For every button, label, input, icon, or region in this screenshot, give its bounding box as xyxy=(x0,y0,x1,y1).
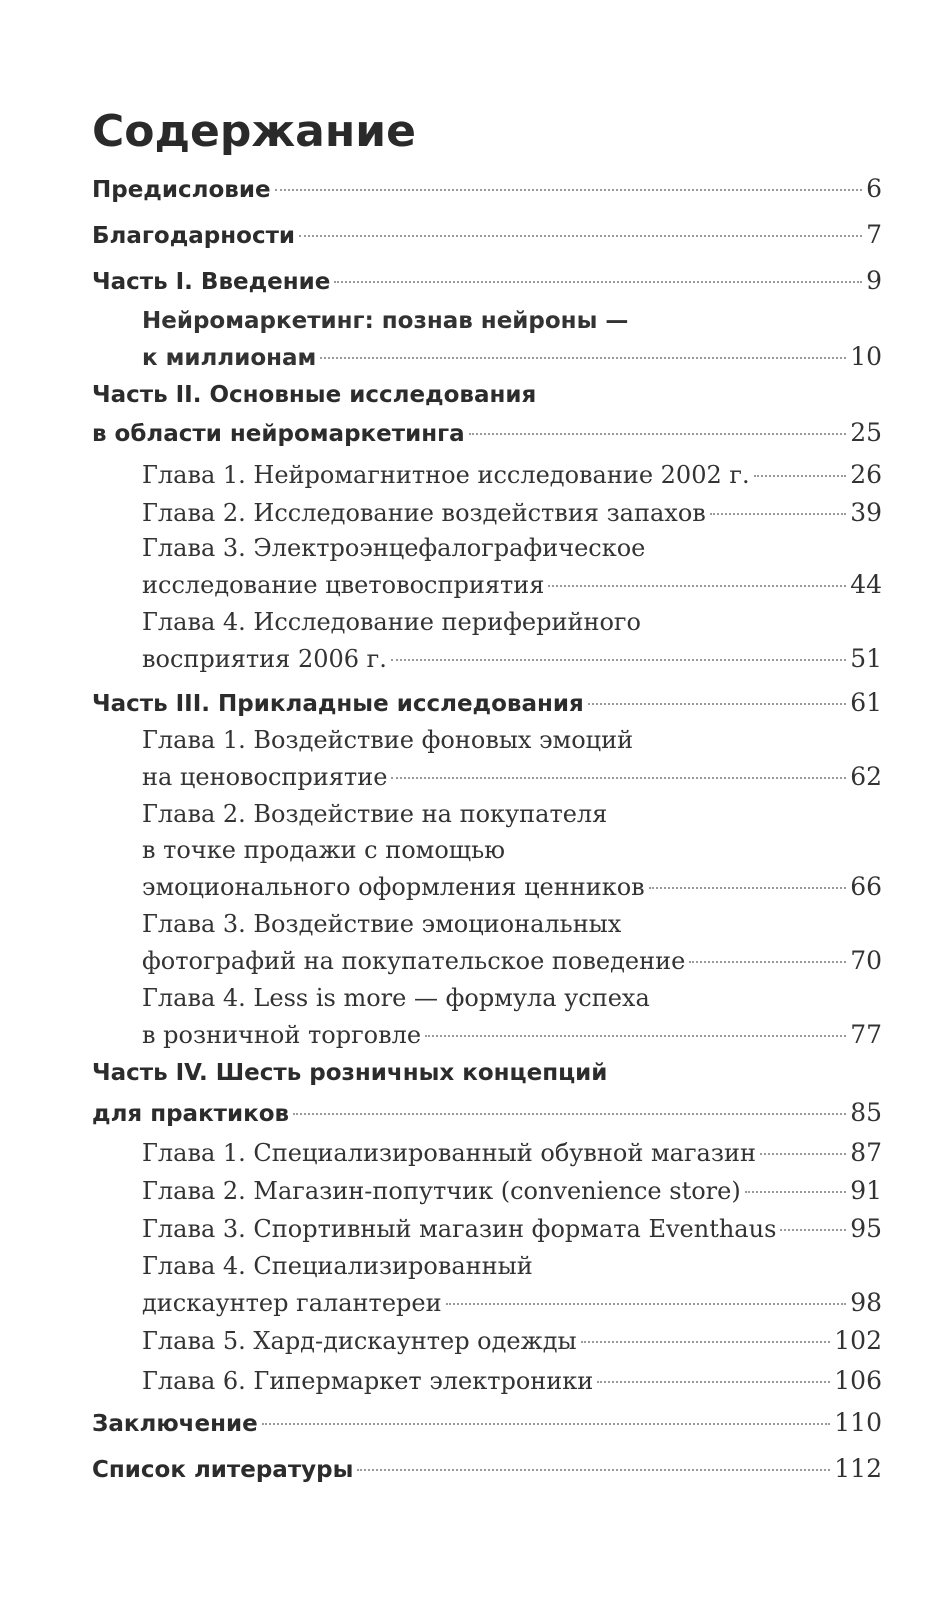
toc-entry-title: Часть III. Прикладные исследования xyxy=(92,691,584,717)
toc-entry-line xyxy=(142,644,882,680)
toc-entry-title: эмоционального оформления ценников xyxy=(142,873,645,901)
dot-leader xyxy=(581,1340,831,1343)
toc-page-number: 70 xyxy=(850,946,882,975)
toc-page-number: 102 xyxy=(834,1326,882,1355)
toc-entry-title: в розничной торговле xyxy=(142,1021,422,1049)
dot-leader xyxy=(262,1422,831,1425)
toc-entry-title: Заключение xyxy=(92,1411,258,1437)
toc-entry-title: в точке продажи с помощью xyxy=(142,836,506,864)
toc-entry-line xyxy=(142,1214,882,1250)
toc-entry-title: Глава 1. Нейромагнитное исследование 2002 г. xyxy=(142,461,750,489)
toc-entry-title: в области нейромаркетинга xyxy=(92,421,465,447)
dot-leader xyxy=(391,658,846,661)
dot-leader xyxy=(780,1228,846,1231)
dot-leader xyxy=(293,1112,846,1115)
toc-entry-title: Глава 5. Хард-дискаунтер одежды xyxy=(142,1327,577,1355)
toc-entry-line xyxy=(92,1060,882,1096)
toc-entry-title: Глава 3. Воздействие эмоциональных xyxy=(142,910,622,938)
toc-page-number: 85 xyxy=(850,1098,882,1127)
toc-entry-line xyxy=(142,762,882,798)
toc-entry-line xyxy=(142,872,882,908)
toc-entry-line xyxy=(142,1176,882,1212)
toc-entry-title: Глава 4. Less is more — формула успеха xyxy=(142,984,650,1012)
toc-page-number: 39 xyxy=(850,498,882,527)
toc-entry-title: Глава 3. Спортивный магазин формата Eventhaus xyxy=(142,1215,777,1243)
toc-page-number: 10 xyxy=(850,342,882,371)
toc-entry-title: Глава 4. Исследование периферийного xyxy=(142,608,641,636)
toc-entry-title: Благодарности xyxy=(92,223,296,249)
toc-entry-line xyxy=(92,382,882,418)
toc-entry-title: Глава 2. Магазин-попутчик (convenience store) xyxy=(142,1177,741,1205)
toc-entry-title: исследование цветовосприятия xyxy=(142,571,545,599)
toc-entry-line xyxy=(92,266,882,302)
toc-entry-title: Часть I. Введение xyxy=(92,269,331,295)
dot-leader xyxy=(745,1190,846,1193)
toc-page-number: 91 xyxy=(850,1176,882,1205)
toc-entry-line xyxy=(142,1326,882,1362)
toc-entry-line xyxy=(92,174,882,210)
toc-page-number: 61 xyxy=(850,688,882,717)
toc-entry-line xyxy=(92,1408,882,1444)
toc-entry-title: восприятия 2006 г. xyxy=(142,645,387,673)
toc-entry-title: Глава 4. Специализированный xyxy=(142,1252,533,1280)
dot-leader xyxy=(275,188,863,191)
dot-leader xyxy=(469,432,847,435)
toc-entry-title: для практиков xyxy=(92,1101,290,1127)
toc-entry-title: Предисловие xyxy=(92,177,271,203)
toc-page-number: 26 xyxy=(850,460,882,489)
toc-page-number: 112 xyxy=(834,1454,882,1483)
dot-leader xyxy=(334,280,862,283)
toc-entry-title: Нейромаркетинг: познав нейроны — xyxy=(142,308,629,334)
toc-entry-title: Глава 2. Исследование воздействия запахов xyxy=(142,499,706,527)
toc-page-number: 110 xyxy=(834,1408,882,1437)
dot-leader xyxy=(754,474,847,477)
toc-entry-line xyxy=(142,726,882,762)
toc-page-number: 106 xyxy=(834,1366,882,1395)
toc-entry-title: Глава 1. Специализированный обувной магазин xyxy=(142,1139,756,1167)
toc-entry-line xyxy=(142,1252,882,1288)
toc-entry-title: дискаунтер галантереи xyxy=(142,1289,442,1317)
dot-leader xyxy=(446,1302,847,1305)
toc-entry-line xyxy=(142,308,882,344)
toc-entry-title: Глава 2. Воздействие на покупателя xyxy=(142,800,608,828)
toc-page-number: 9 xyxy=(866,266,882,295)
toc-entry-line xyxy=(142,570,882,606)
toc-entry-line xyxy=(142,910,882,946)
dot-leader xyxy=(588,702,846,705)
toc-page-number: 6 xyxy=(866,174,882,203)
toc-page-number: 7 xyxy=(866,220,882,249)
toc-entry-line xyxy=(142,460,882,496)
dot-leader xyxy=(548,584,846,587)
dot-leader xyxy=(391,776,846,779)
toc-entry-line xyxy=(142,498,882,534)
toc-entry-line xyxy=(142,984,882,1020)
dot-leader xyxy=(357,1468,830,1471)
toc-entry-title: Глава 3. Электроэнцефалографическое xyxy=(142,534,646,562)
toc-entry-line xyxy=(92,1454,882,1490)
toc-entry-title: фотографий на покупательское поведение xyxy=(142,947,686,975)
dot-leader xyxy=(649,886,847,889)
toc-page-number: 25 xyxy=(850,418,882,447)
toc-entry-line xyxy=(142,1020,882,1056)
dot-leader xyxy=(689,960,846,963)
dot-leader xyxy=(299,234,862,237)
toc-entry-title: к миллионам xyxy=(142,345,317,371)
toc-entry-line xyxy=(142,946,882,982)
toc-entry-title: Список литературы xyxy=(92,1457,354,1483)
toc-page-number: 87 xyxy=(850,1138,882,1167)
toc-entry-title: Глава 1. Воздействие фоновых эмоций xyxy=(142,726,634,754)
toc-entry-title: Часть IV. Шесть розничных концепций xyxy=(92,1060,608,1086)
toc-entry-line xyxy=(142,836,882,872)
toc-entry-title: Глава 6. Гипермаркет электроники xyxy=(142,1367,594,1395)
toc-entry-line xyxy=(142,1366,882,1402)
toc-page-number: 62 xyxy=(850,762,882,791)
toc-entry-title: Часть II. Основные исследования xyxy=(92,382,537,408)
dot-leader xyxy=(710,512,846,515)
toc-entry-line xyxy=(142,342,882,378)
toc-entry-line xyxy=(142,534,882,570)
toc-page-number: 44 xyxy=(850,570,882,599)
toc-entry-line xyxy=(142,1288,882,1324)
toc-entry-line xyxy=(142,608,882,644)
toc-page-number: 95 xyxy=(850,1214,882,1243)
toc-page-number: 51 xyxy=(850,644,882,673)
toc-entry-line xyxy=(142,1138,882,1174)
page-title: Содержание xyxy=(92,106,416,157)
toc-entry-line xyxy=(92,1098,882,1134)
toc-entry-line xyxy=(92,220,882,256)
toc-page-number: 77 xyxy=(850,1020,882,1049)
toc-entry-line xyxy=(92,688,882,724)
dot-leader xyxy=(597,1380,830,1383)
dot-leader xyxy=(425,1034,846,1037)
toc-entry-title: на ценовосприятие xyxy=(142,763,388,791)
toc-entry-line xyxy=(92,418,882,454)
toc-page-number: 66 xyxy=(850,872,882,901)
toc-entry-line xyxy=(142,800,882,836)
dot-leader xyxy=(320,356,846,359)
dot-leader xyxy=(760,1152,846,1155)
toc-page-number: 98 xyxy=(850,1288,882,1317)
